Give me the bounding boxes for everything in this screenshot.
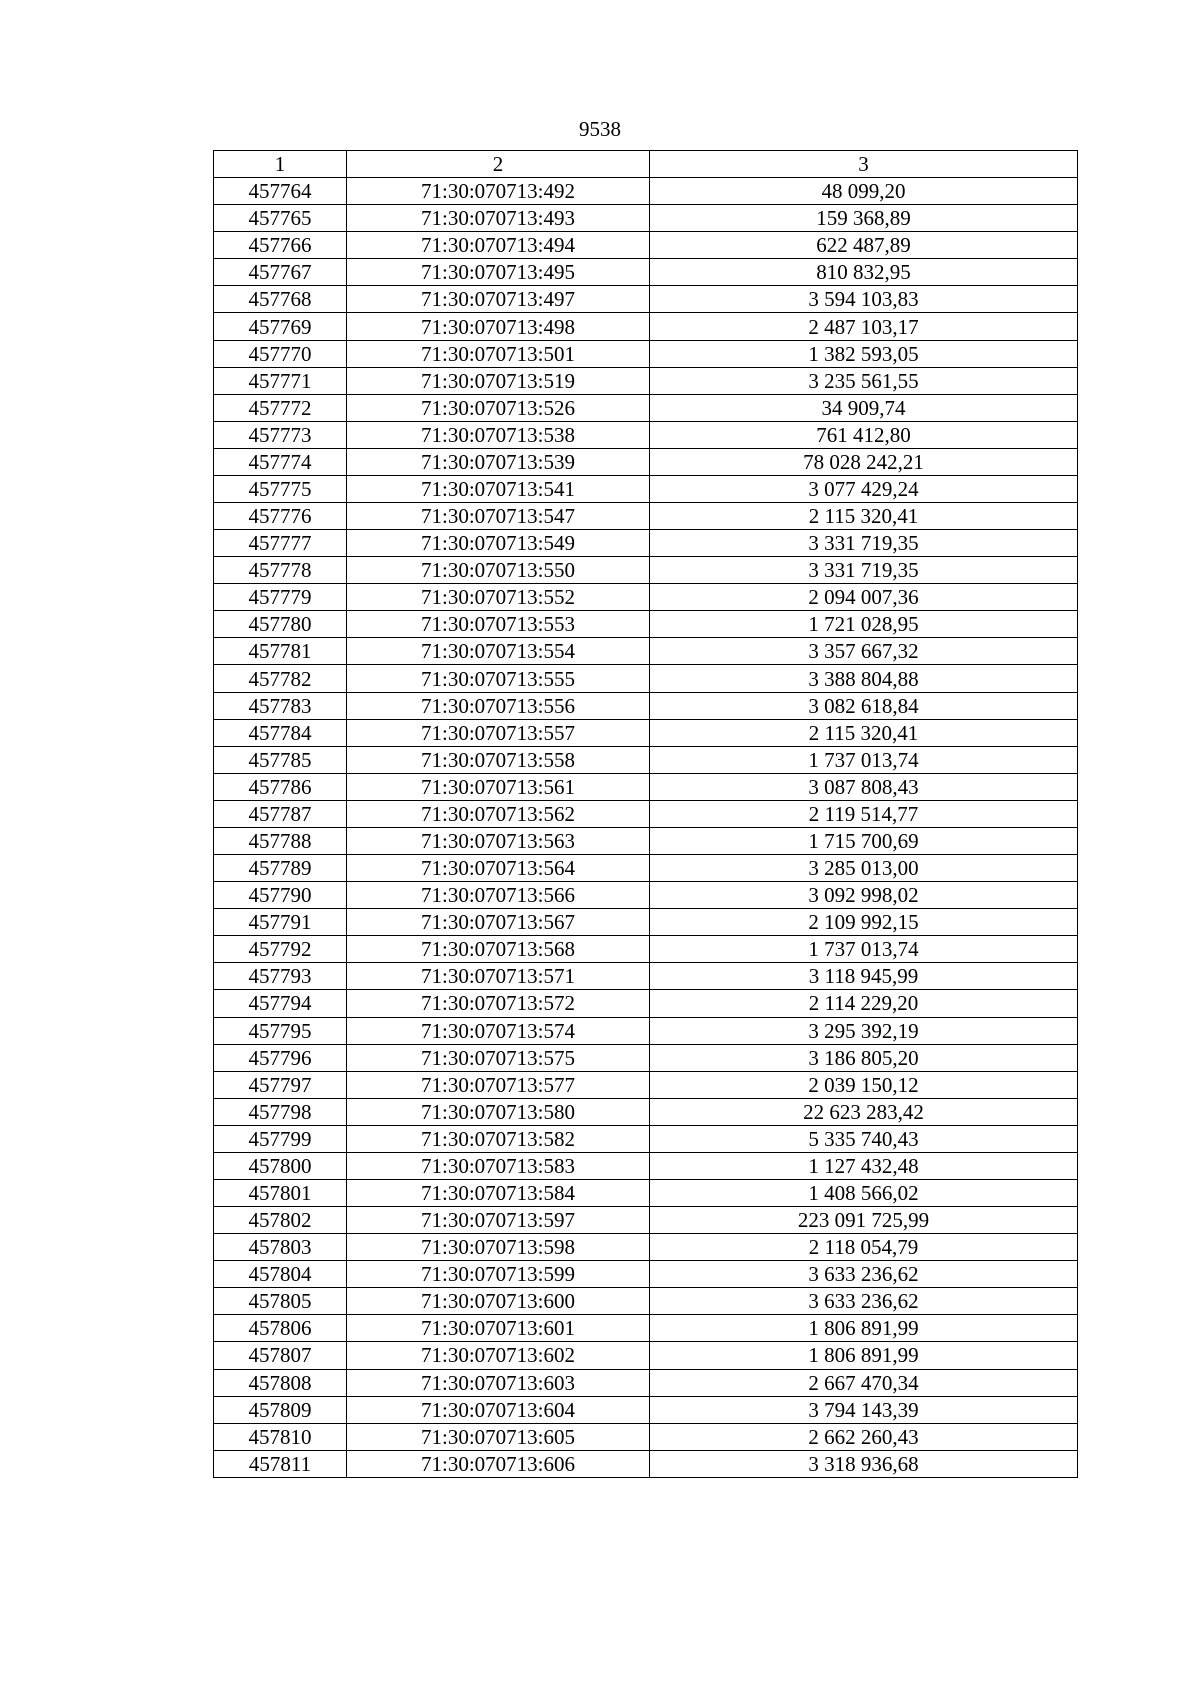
cadastral-value-cell: 2 114 229,20 bbox=[650, 990, 1078, 1017]
row-number-cell: 457810 bbox=[214, 1423, 347, 1450]
row-number-cell: 457811 bbox=[214, 1450, 347, 1477]
row-number-cell: 457802 bbox=[214, 1207, 347, 1234]
row-number-cell: 457801 bbox=[214, 1179, 347, 1206]
table-row bbox=[214, 1450, 1078, 1477]
row-number-cell: 457795 bbox=[214, 1017, 347, 1044]
column-header-1: 1 bbox=[214, 151, 347, 178]
cadastral-value-cell: 2 119 514,77 bbox=[650, 800, 1078, 827]
row-number-cell: 457765 bbox=[214, 205, 347, 232]
row-number-cell: 457771 bbox=[214, 367, 347, 394]
row-number-cell: 457767 bbox=[214, 259, 347, 286]
table-row bbox=[214, 367, 1078, 394]
row-number-cell: 457808 bbox=[214, 1369, 347, 1396]
cadastral-value-cell: 3 331 719,35 bbox=[650, 530, 1078, 557]
cadastral-number-cell: 71:30:070713:575 bbox=[347, 1044, 650, 1071]
cadastral-value-cell: 3 092 998,02 bbox=[650, 882, 1078, 909]
cadastral-value-cell: 1 737 013,74 bbox=[650, 936, 1078, 963]
row-number-cell: 457783 bbox=[214, 692, 347, 719]
cadastral-value-cell: 2 667 470,34 bbox=[650, 1369, 1078, 1396]
table-row bbox=[214, 909, 1078, 936]
cadastral-value-cell: 3 388 804,88 bbox=[650, 665, 1078, 692]
cadastral-value-cell: 761 412,80 bbox=[650, 421, 1078, 448]
cadastral-number-cell: 71:30:070713:571 bbox=[347, 963, 650, 990]
table-row bbox=[214, 421, 1078, 448]
cadastral-number-cell: 71:30:070713:567 bbox=[347, 909, 650, 936]
row-number-cell: 457794 bbox=[214, 990, 347, 1017]
row-number-cell: 457803 bbox=[214, 1234, 347, 1261]
cadastral-number-cell: 71:30:070713:554 bbox=[347, 638, 650, 665]
cadastral-value-cell: 22 623 283,42 bbox=[650, 1098, 1078, 1125]
table-row bbox=[214, 1179, 1078, 1206]
table-header-row bbox=[214, 151, 1078, 178]
cadastral-number-cell: 71:30:070713:501 bbox=[347, 340, 650, 367]
row-number-cell: 457791 bbox=[214, 909, 347, 936]
cadastral-number-cell: 71:30:070713:564 bbox=[347, 855, 650, 882]
row-number-cell: 457773 bbox=[214, 421, 347, 448]
table-row bbox=[214, 1288, 1078, 1315]
cadastral-number-cell: 71:30:070713:494 bbox=[347, 232, 650, 259]
cadastral-value-cell: 2 115 320,41 bbox=[650, 503, 1078, 530]
table-row bbox=[214, 827, 1078, 854]
table-row bbox=[214, 448, 1078, 475]
cadastral-number-cell: 71:30:070713:557 bbox=[347, 719, 650, 746]
table-row bbox=[214, 530, 1078, 557]
cadastral-number-cell: 71:30:070713:539 bbox=[347, 448, 650, 475]
table-row bbox=[214, 882, 1078, 909]
table-row bbox=[214, 855, 1078, 882]
cadastral-value-cell: 810 832,95 bbox=[650, 259, 1078, 286]
cadastral-value-cell: 1 721 028,95 bbox=[650, 611, 1078, 638]
cadastral-number-cell: 71:30:070713:566 bbox=[347, 882, 650, 909]
cadastral-number-cell: 71:30:070713:553 bbox=[347, 611, 650, 638]
cadastral-number-cell: 71:30:070713:577 bbox=[347, 1071, 650, 1098]
cadastral-value-cell: 3 318 936,68 bbox=[650, 1450, 1078, 1477]
row-number-cell: 457796 bbox=[214, 1044, 347, 1071]
row-number-cell: 457772 bbox=[214, 394, 347, 421]
cadastral-number-cell: 71:30:070713:550 bbox=[347, 557, 650, 584]
table-body bbox=[214, 178, 1078, 1478]
row-number-cell: 457809 bbox=[214, 1396, 347, 1423]
cadastral-value-cell: 1 806 891,99 bbox=[650, 1315, 1078, 1342]
cadastral-value-cell: 3 357 667,32 bbox=[650, 638, 1078, 665]
table-row bbox=[214, 503, 1078, 530]
row-number-cell: 457792 bbox=[214, 936, 347, 963]
cadastral-number-cell: 71:30:070713:605 bbox=[347, 1423, 650, 1450]
table-row bbox=[214, 259, 1078, 286]
cadastral-value-cell: 622 487,89 bbox=[650, 232, 1078, 259]
row-number-cell: 457782 bbox=[214, 665, 347, 692]
cadastral-value-cell: 3 633 236,62 bbox=[650, 1288, 1078, 1315]
cadastral-number-cell: 71:30:070713:526 bbox=[347, 394, 650, 421]
row-number-cell: 457777 bbox=[214, 530, 347, 557]
table-row bbox=[214, 1044, 1078, 1071]
table-row bbox=[214, 1098, 1078, 1125]
row-number-cell: 457784 bbox=[214, 719, 347, 746]
table-row bbox=[214, 773, 1078, 800]
table-row bbox=[214, 963, 1078, 990]
row-number-cell: 457806 bbox=[214, 1315, 347, 1342]
cadastral-value-cell: 3 118 945,99 bbox=[650, 963, 1078, 990]
cadastral-number-cell: 71:30:070713:493 bbox=[347, 205, 650, 232]
cadastral-value-cell: 2 118 054,79 bbox=[650, 1234, 1078, 1261]
row-number-cell: 457797 bbox=[214, 1071, 347, 1098]
cadastral-value-cell: 3 285 013,00 bbox=[650, 855, 1078, 882]
row-number-cell: 457787 bbox=[214, 800, 347, 827]
table-row bbox=[214, 990, 1078, 1017]
table-row bbox=[214, 475, 1078, 502]
table-row bbox=[214, 1315, 1078, 1342]
cadastral-value-cell: 1 806 891,99 bbox=[650, 1342, 1078, 1369]
cadastral-value-cell: 48 099,20 bbox=[650, 178, 1078, 205]
row-number-cell: 457798 bbox=[214, 1098, 347, 1125]
table-row bbox=[214, 1152, 1078, 1179]
table-row bbox=[214, 1017, 1078, 1044]
table-row bbox=[214, 286, 1078, 313]
cadastral-value-cell: 1 127 432,48 bbox=[650, 1152, 1078, 1179]
cadastral-number-cell: 71:30:070713:555 bbox=[347, 665, 650, 692]
cadastral-number-cell: 71:30:070713:580 bbox=[347, 1098, 650, 1125]
table-row bbox=[214, 611, 1078, 638]
cadastral-value-cell: 3 186 805,20 bbox=[650, 1044, 1078, 1071]
table-row bbox=[214, 936, 1078, 963]
row-number-cell: 457776 bbox=[214, 503, 347, 530]
cadastral-value-cell: 5 335 740,43 bbox=[650, 1125, 1078, 1152]
cadastral-number-cell: 71:30:070713:563 bbox=[347, 827, 650, 854]
cadastral-number-cell: 71:30:070713:541 bbox=[347, 475, 650, 502]
cadastral-number-cell: 71:30:070713:582 bbox=[347, 1125, 650, 1152]
row-number-cell: 457781 bbox=[214, 638, 347, 665]
cadastral-number-cell: 71:30:070713:538 bbox=[347, 421, 650, 448]
table-row bbox=[214, 1234, 1078, 1261]
cadastral-number-cell: 71:30:070713:574 bbox=[347, 1017, 650, 1044]
cadastral-value-cell: 2 109 992,15 bbox=[650, 909, 1078, 936]
cadastral-number-cell: 71:30:070713:598 bbox=[347, 1234, 650, 1261]
cadastral-value-cell: 3 295 392,19 bbox=[650, 1017, 1078, 1044]
table-row bbox=[214, 1207, 1078, 1234]
table-row bbox=[214, 584, 1078, 611]
cadastral-number-cell: 71:30:070713:562 bbox=[347, 800, 650, 827]
row-number-cell: 457788 bbox=[214, 827, 347, 854]
cadastral-value-cell: 3 794 143,39 bbox=[650, 1396, 1078, 1423]
cadastral-value-table bbox=[213, 150, 1078, 1478]
cadastral-value-cell: 2 662 260,43 bbox=[650, 1423, 1078, 1450]
table-row bbox=[214, 1342, 1078, 1369]
table-row bbox=[214, 178, 1078, 205]
cadastral-value-cell: 159 368,89 bbox=[650, 205, 1078, 232]
row-number-cell: 457774 bbox=[214, 448, 347, 475]
cadastral-number-cell: 71:30:070713:601 bbox=[347, 1315, 650, 1342]
cadastral-number-cell: 71:30:070713:583 bbox=[347, 1152, 650, 1179]
table-row bbox=[214, 313, 1078, 340]
row-number-cell: 457769 bbox=[214, 313, 347, 340]
row-number-cell: 457807 bbox=[214, 1342, 347, 1369]
table-row bbox=[214, 1261, 1078, 1288]
cadastral-number-cell: 71:30:070713:572 bbox=[347, 990, 650, 1017]
cadastral-value-cell: 78 028 242,21 bbox=[650, 448, 1078, 475]
cadastral-number-cell: 71:30:070713:549 bbox=[347, 530, 650, 557]
row-number-cell: 457800 bbox=[214, 1152, 347, 1179]
cadastral-number-cell: 71:30:070713:492 bbox=[347, 178, 650, 205]
row-number-cell: 457793 bbox=[214, 963, 347, 990]
table-row bbox=[214, 746, 1078, 773]
table-row bbox=[214, 1396, 1078, 1423]
table-row bbox=[214, 340, 1078, 367]
table-row bbox=[214, 719, 1078, 746]
cadastral-value-cell: 3 082 618,84 bbox=[650, 692, 1078, 719]
cadastral-value-cell: 2 039 150,12 bbox=[650, 1071, 1078, 1098]
column-header-2: 2 bbox=[347, 151, 650, 178]
table-row bbox=[214, 638, 1078, 665]
cadastral-number-cell: 71:30:070713:552 bbox=[347, 584, 650, 611]
row-number-cell: 457764 bbox=[214, 178, 347, 205]
table-row bbox=[214, 557, 1078, 584]
column-header-3: 3 bbox=[650, 151, 1078, 178]
row-number-cell: 457785 bbox=[214, 746, 347, 773]
cadastral-number-cell: 71:30:070713:556 bbox=[347, 692, 650, 719]
row-number-cell: 457775 bbox=[214, 475, 347, 502]
row-number-cell: 457780 bbox=[214, 611, 347, 638]
row-number-cell: 457778 bbox=[214, 557, 347, 584]
row-number-cell: 457799 bbox=[214, 1125, 347, 1152]
cadastral-number-cell: 71:30:070713:604 bbox=[347, 1396, 650, 1423]
cadastral-value-cell: 1 382 593,05 bbox=[650, 340, 1078, 367]
cadastral-value-cell: 3 331 719,35 bbox=[650, 557, 1078, 584]
cadastral-number-cell: 71:30:070713:519 bbox=[347, 367, 650, 394]
table-row bbox=[214, 205, 1078, 232]
page-number: 9538 bbox=[579, 117, 621, 141]
cadastral-value-cell: 34 909,74 bbox=[650, 394, 1078, 421]
cadastral-number-cell: 71:30:070713:561 bbox=[347, 773, 650, 800]
row-number-cell: 457804 bbox=[214, 1261, 347, 1288]
table-row bbox=[214, 1369, 1078, 1396]
table-row bbox=[214, 232, 1078, 259]
cadastral-value-cell: 1 737 013,74 bbox=[650, 746, 1078, 773]
cadastral-number-cell: 71:30:070713:606 bbox=[347, 1450, 650, 1477]
row-number-cell: 457805 bbox=[214, 1288, 347, 1315]
cadastral-value-cell: 1 408 566,02 bbox=[650, 1179, 1078, 1206]
cadastral-number-cell: 71:30:070713:600 bbox=[347, 1288, 650, 1315]
row-number-cell: 457779 bbox=[214, 584, 347, 611]
cadastral-number-cell: 71:30:070713:584 bbox=[347, 1179, 650, 1206]
table-row bbox=[214, 394, 1078, 421]
cadastral-value-cell: 3 594 103,83 bbox=[650, 286, 1078, 313]
cadastral-number-cell: 71:30:070713:602 bbox=[347, 1342, 650, 1369]
row-number-cell: 457768 bbox=[214, 286, 347, 313]
cadastral-value-cell: 2 094 007,36 bbox=[650, 584, 1078, 611]
cadastral-number-cell: 71:30:070713:547 bbox=[347, 503, 650, 530]
row-number-cell: 457766 bbox=[214, 232, 347, 259]
cadastral-value-cell: 3 633 236,62 bbox=[650, 1261, 1078, 1288]
cadastral-value-cell: 3 087 808,43 bbox=[650, 773, 1078, 800]
table-row bbox=[214, 665, 1078, 692]
cadastral-number-cell: 71:30:070713:497 bbox=[347, 286, 650, 313]
table-row bbox=[214, 1423, 1078, 1450]
cadastral-number-cell: 71:30:070713:498 bbox=[347, 313, 650, 340]
cadastral-number-cell: 71:30:070713:568 bbox=[347, 936, 650, 963]
cadastral-value-cell: 3 235 561,55 bbox=[650, 367, 1078, 394]
table-row bbox=[214, 1125, 1078, 1152]
row-number-cell: 457789 bbox=[214, 855, 347, 882]
cadastral-number-cell: 71:30:070713:603 bbox=[347, 1369, 650, 1396]
row-number-cell: 457790 bbox=[214, 882, 347, 909]
cadastral-value-cell: 3 077 429,24 bbox=[650, 475, 1078, 502]
cadastral-value-cell: 2 487 103,17 bbox=[650, 313, 1078, 340]
cadastral-value-cell: 1 715 700,69 bbox=[650, 827, 1078, 854]
table-row bbox=[214, 692, 1078, 719]
cadastral-number-cell: 71:30:070713:558 bbox=[347, 746, 650, 773]
table-row bbox=[214, 1071, 1078, 1098]
cadastral-value-cell: 2 115 320,41 bbox=[650, 719, 1078, 746]
row-number-cell: 457786 bbox=[214, 773, 347, 800]
cadastral-number-cell: 71:30:070713:599 bbox=[347, 1261, 650, 1288]
cadastral-value-cell: 223 091 725,99 bbox=[650, 1207, 1078, 1234]
cadastral-number-cell: 71:30:070713:597 bbox=[347, 1207, 650, 1234]
table-row bbox=[214, 800, 1078, 827]
row-number-cell: 457770 bbox=[214, 340, 347, 367]
cadastral-number-cell: 71:30:070713:495 bbox=[347, 259, 650, 286]
